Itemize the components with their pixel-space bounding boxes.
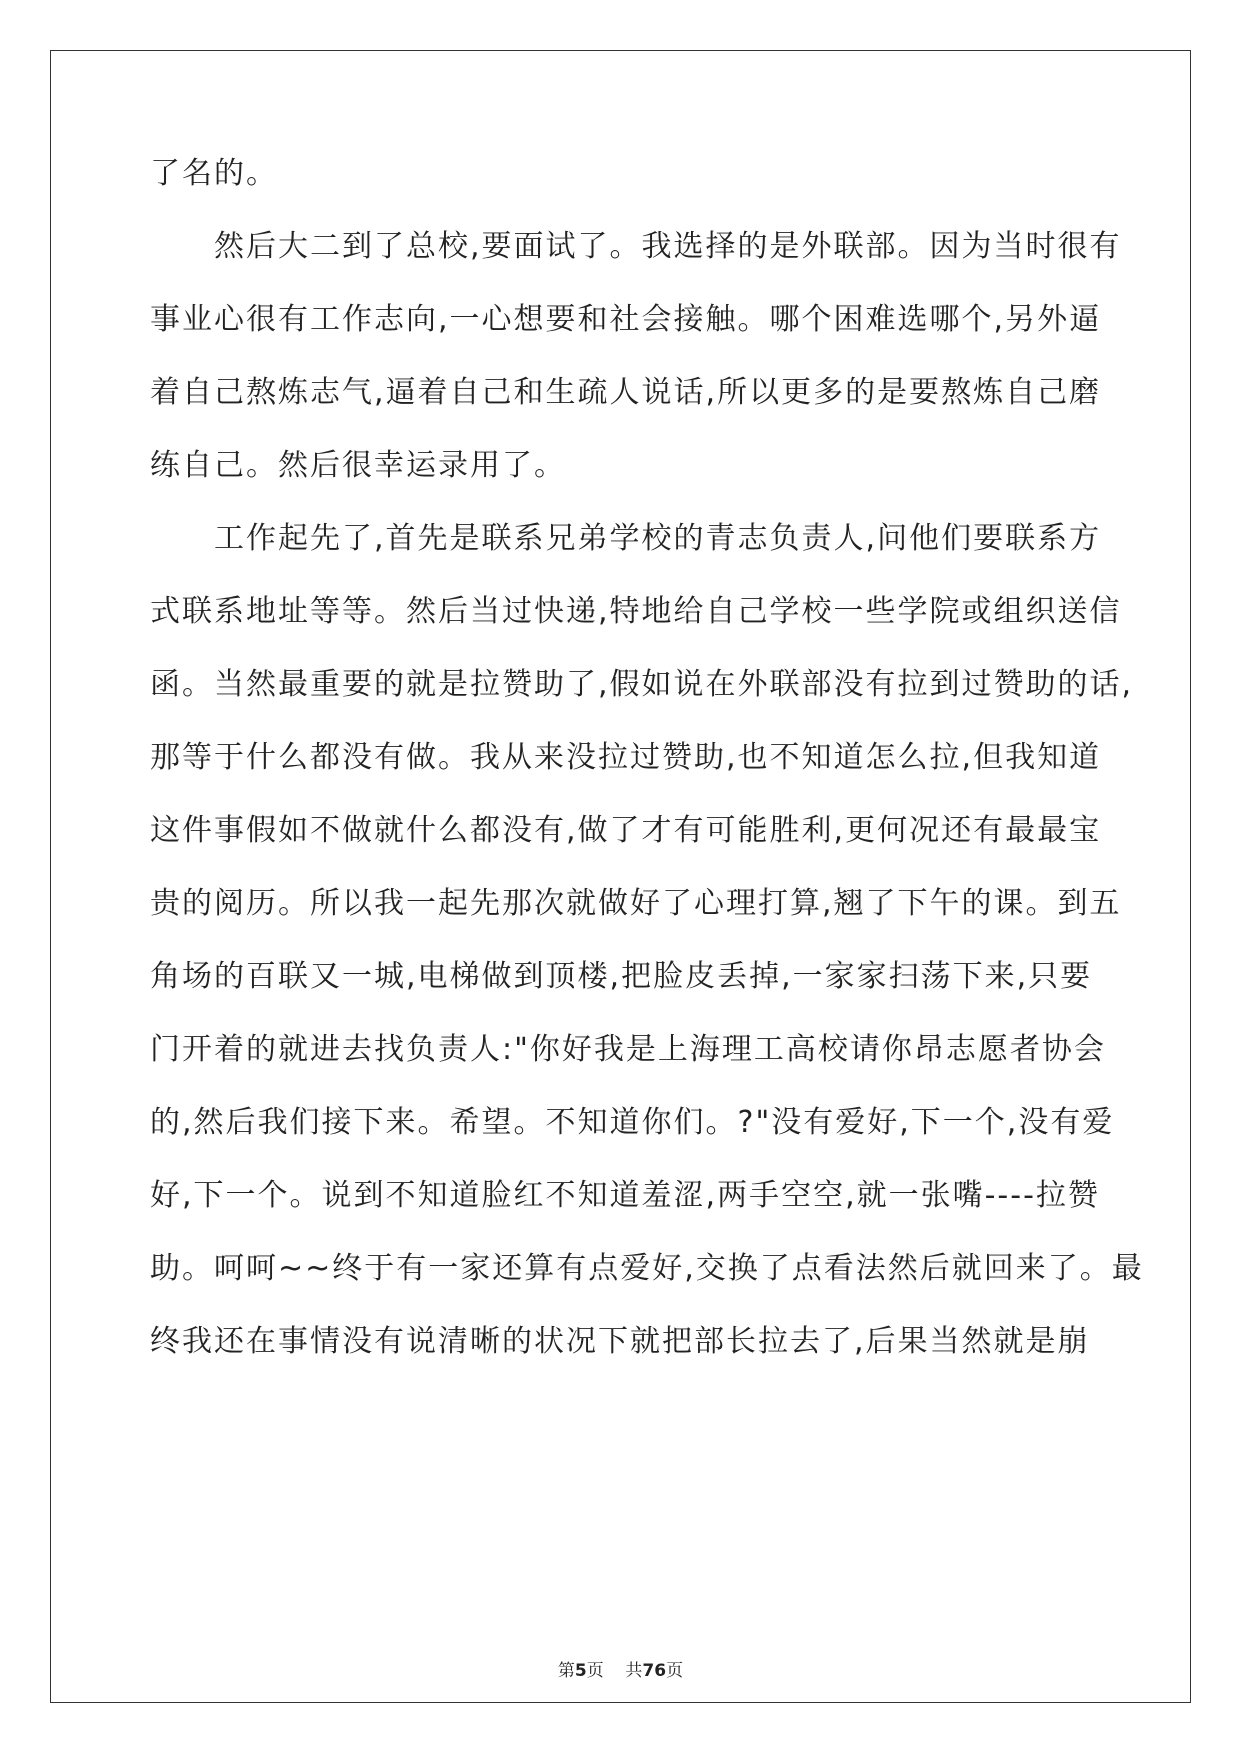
page-prefix: 第 bbox=[557, 1661, 575, 1681]
text-line: 门开着的就进去找负责人:"你好我是上海理工高校请你昂志愿者协会 bbox=[150, 1032, 1106, 1067]
text-line: 贵的阅历。所以我一起先那次就做好了心理打算,翘了下午的课。到五 bbox=[150, 886, 1122, 921]
text-line: 着自己熬炼志气,逼着自己和生疏人说话,所以更多的是要熬炼自己磨 bbox=[150, 375, 1102, 410]
text-line: 式联系地址等等。然后当过快递,特地给自己学校一些学院或组织送信 bbox=[150, 594, 1122, 629]
page-number: 5 bbox=[574, 1661, 587, 1681]
page-footer bbox=[0, 1656, 1241, 1681]
text-line: 那等于什么都没有做。我从来没拉过赞助,也不知道怎么拉,但我知道 bbox=[150, 740, 1102, 775]
total-prefix: 共 bbox=[625, 1661, 643, 1681]
text-line: 角场的百联又一城,电梯做到顶楼,把脸皮丢掉,一家家扫荡下来,只要 bbox=[150, 959, 1093, 994]
text-line: 助。呵呵~~终于有一家还算有点爱好,交换了点看法然后就回来了。最 bbox=[150, 1251, 1144, 1286]
text-line: 终我还在事情没有说清晰的状况下就把部长拉去了,后果当然就是崩 bbox=[150, 1324, 1090, 1359]
paragraph-start-line: 然后大二到了总校,要面试了。我选择的是外联部。因为当时很有 bbox=[214, 229, 1122, 264]
total-pages: 76 bbox=[642, 1661, 667, 1681]
page-suffix: 页 bbox=[586, 1661, 604, 1681]
text-line: 这件事假如不做就什么都没有,做了才有可能胜利,更何况还有最最宝 bbox=[150, 813, 1102, 848]
text-line: 函。当然最重要的就是拉赞助了,假如说在外联部没有拉到过赞助的话, bbox=[150, 667, 1134, 702]
text-line: 了名的。 bbox=[150, 156, 278, 191]
text-line: 的,然后我们接下来。希望。不知道你们。?"没有爱好,下一个,没有爱 bbox=[150, 1105, 1115, 1140]
text-line: 事业心很有工作志向,一心想要和社会接触。哪个困难选哪个,另外逼 bbox=[150, 302, 1102, 337]
text-line: 好,下一个。说到不知道脸红不知道羞涩,两手空空,就一张嘴----拉赞 bbox=[150, 1178, 1100, 1213]
page-border bbox=[50, 50, 1191, 1703]
paragraph-start-line: 工作起先了,首先是联系兄弟学校的青志负责人,问他们要联系方 bbox=[214, 521, 1102, 556]
total-suffix: 页 bbox=[666, 1661, 684, 1681]
text-line: 练自己。然后很幸运录用了。 bbox=[150, 448, 566, 483]
